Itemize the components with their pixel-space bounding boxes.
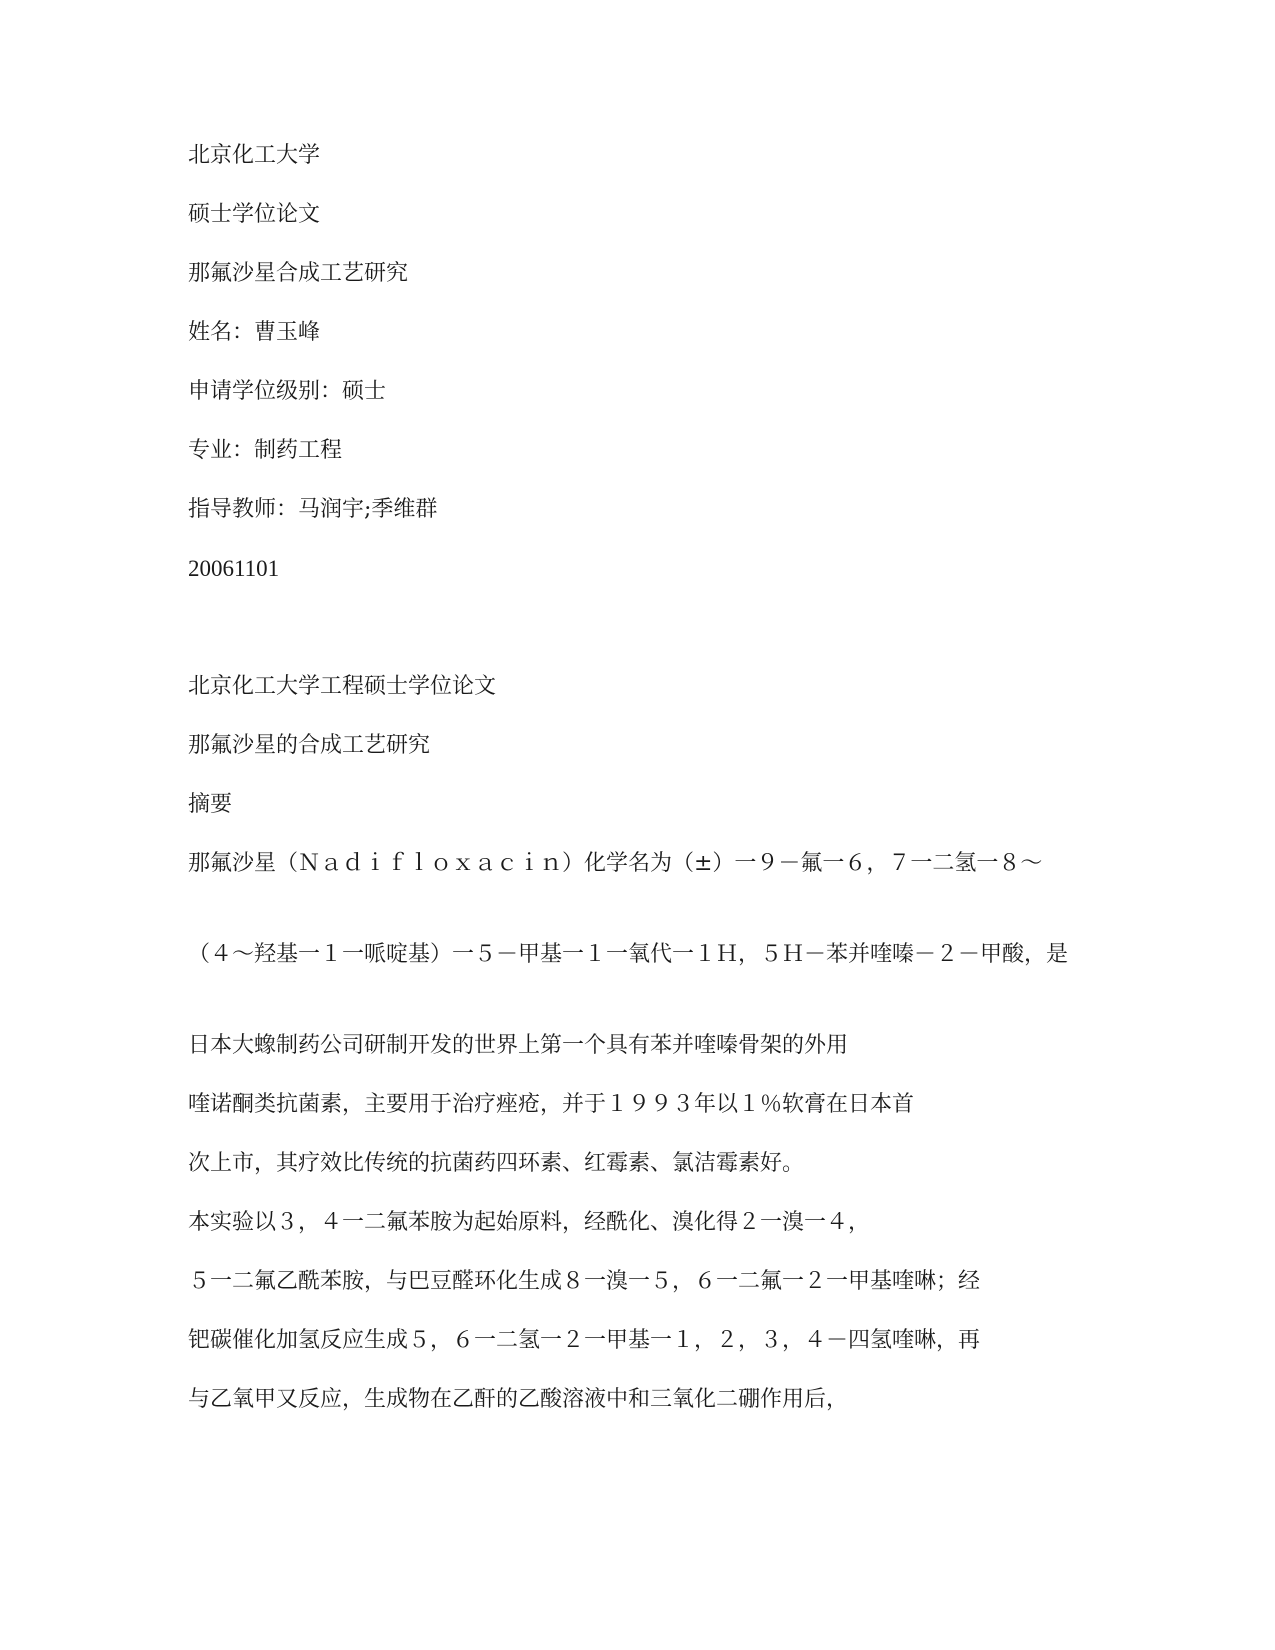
abstract-paragraph: 钯碳催化加氢反应生成５，６一二氢一２一甲基一１，２，３，４－四氢喹啉，再 <box>188 1328 981 1353</box>
cover-advisor: 指导教师：马润宇;季维群 <box>188 497 438 522</box>
cover-degree-type: 硕士学位论文 <box>188 202 321 227</box>
abstract-paragraph: 日本大蟓制药公司研制开发的世界上第一个具有苯并喹嗪骨架的外用 <box>188 1033 849 1058</box>
cover-name: 姓名：曹玉峰 <box>188 320 321 345</box>
abstract-paragraph: ５一二氟乙酰苯胺，与巴豆醛环化生成８一溴一５，６一二氟一２一甲基喹啉；经 <box>188 1269 981 1294</box>
abstract-paragraph: 本实验以３，４一二氟苯胺为起始原料，经酰化、溴化得２一溴一４， <box>188 1210 871 1235</box>
abstract-paragraph: 那氟沙星（Ｎａｄｉｆｌｏｘａｃｉｎ）化学名为（±）一９－氟一６，７一二氢一８～ <box>188 851 1043 876</box>
cover-university: 北京化工大学 <box>188 143 321 168</box>
cover-title: 那氟沙星合成工艺研究 <box>188 261 409 286</box>
abstract-paragraph: 次上市，其疗效比传统的抗菌药四环素、红霉素、氯洁霉素好。 <box>188 1151 805 1176</box>
abstract-paragraph: 喹诺酮类抗菌素，主要用于治疗痤疮，并于１９９３年以１％软膏在日本首 <box>188 1092 915 1117</box>
abstract-header: 北京化工大学工程硕士学位论文 <box>188 674 497 699</box>
abstract-heading: 摘要 <box>188 792 233 817</box>
cover-major: 专业：制药工程 <box>188 438 343 463</box>
abstract-paragraph: 与乙氧甲又反应，生成物在乙酐的乙酸溶液中和三氧化二硼作用后， <box>188 1387 849 1412</box>
abstract-title: 那氟沙星的合成工艺研究 <box>188 733 431 758</box>
cover-degree-level: 申请学位级别：硕士 <box>188 379 387 404</box>
abstract-paragraph: （４～羟基一１一哌啶基）一５－甲基一１一氧代一１Ｈ，５Ｈ－苯并喹嗪－２－甲酸，是 <box>188 942 1069 967</box>
cover-date: 20061101 <box>188 556 280 581</box>
